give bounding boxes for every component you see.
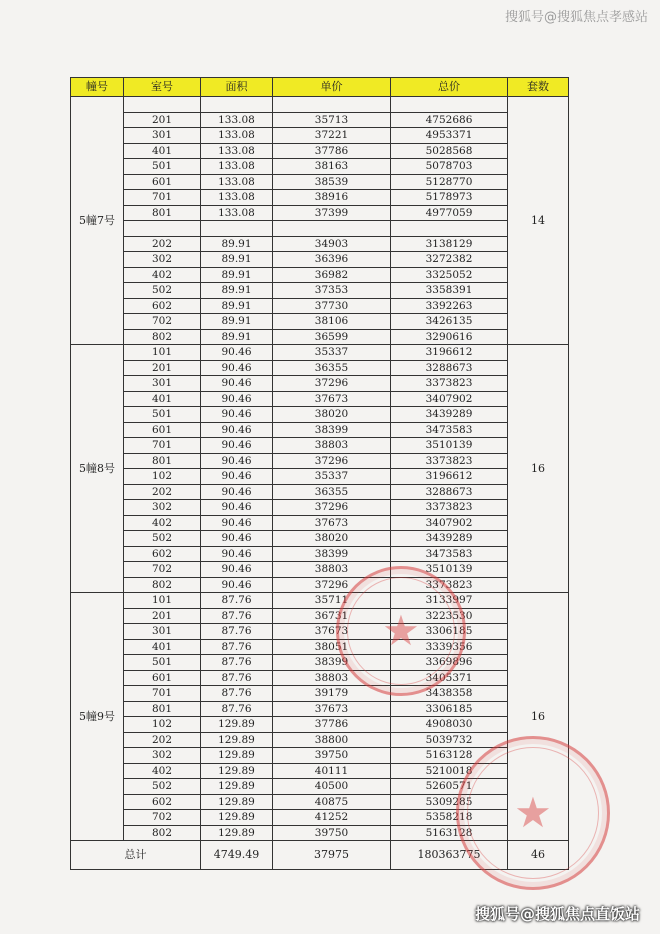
area-cell: 133.08 (201, 143, 273, 159)
unit-price-cell (273, 97, 391, 113)
area-cell: 90.46 (201, 469, 273, 485)
header-unit-price: 单价 (273, 78, 391, 97)
area-cell: 90.46 (201, 422, 273, 438)
unit-price-cell: 40875 (273, 794, 391, 810)
area-cell: 129.89 (201, 810, 273, 826)
total-price-cell: 4908030 (391, 717, 508, 733)
room-cell: 301 (124, 376, 201, 392)
area-cell: 89.91 (201, 283, 273, 299)
table-row (71, 422, 569, 438)
room-cell: 101 (124, 593, 201, 609)
table-row (71, 655, 569, 671)
area-cell: 129.89 (201, 717, 273, 733)
room-cell: 402 (124, 515, 201, 531)
total-unit-price: 37975 (273, 841, 391, 870)
room-cell: 401 (124, 143, 201, 159)
room-cell: 201 (124, 360, 201, 376)
table-row (71, 794, 569, 810)
total-price-cell: 3138129 (391, 236, 508, 252)
room-cell: 601 (124, 174, 201, 190)
area-cell: 89.91 (201, 252, 273, 268)
total-price-cell: 5163128 (391, 748, 508, 764)
unit-price-cell: 37221 (273, 128, 391, 144)
price-table (70, 77, 569, 870)
total-price-cell: 3288673 (391, 360, 508, 376)
room-cell: 202 (124, 484, 201, 500)
table-row (71, 670, 569, 686)
table-row (71, 500, 569, 516)
table-row (71, 717, 569, 733)
total-price-cell: 3392263 (391, 298, 508, 314)
area-cell: 129.89 (201, 748, 273, 764)
total-price-cell: 3407902 (391, 515, 508, 531)
room-cell: 701 (124, 438, 201, 454)
table-row (71, 345, 569, 361)
total-price-cell: 3290616 (391, 329, 508, 345)
table-row (71, 267, 569, 283)
unit-price-cell: 39750 (273, 748, 391, 764)
room-cell (124, 97, 201, 113)
room-cell: 201 (124, 608, 201, 624)
unit-price-cell: 36599 (273, 329, 391, 345)
header-count: 套数 (508, 78, 569, 97)
building-cell: 5幢9号 (71, 593, 124, 841)
area-cell: 89.91 (201, 314, 273, 330)
area-cell: 87.76 (201, 670, 273, 686)
table-row (71, 484, 569, 500)
area-cell: 87.76 (201, 593, 273, 609)
total-price-cell: 5078703 (391, 159, 508, 175)
header-building: 幢号 (71, 78, 124, 97)
unit-price-cell: 38916 (273, 190, 391, 206)
company-seal-stamp: ★ (456, 736, 610, 890)
total-price-cell: 3306185 (391, 624, 508, 640)
table-row (71, 360, 569, 376)
room-cell: 301 (124, 128, 201, 144)
area-cell: 87.76 (201, 639, 273, 655)
total-row (71, 841, 569, 870)
table-row (71, 608, 569, 624)
total-price-cell: 5028568 (391, 143, 508, 159)
unit-price-cell: 38800 (273, 732, 391, 748)
area-cell: 87.76 (201, 655, 273, 671)
total-label: 总计 (71, 841, 201, 870)
area-cell: 87.76 (201, 624, 273, 640)
total-price-cell: 3133997 (391, 593, 508, 609)
total-price-cell: 5358218 (391, 810, 508, 826)
room-cell: 502 (124, 283, 201, 299)
area-cell: 89.91 (201, 267, 273, 283)
header-area: 面积 (201, 78, 273, 97)
room-cell: 602 (124, 298, 201, 314)
room-cell: 102 (124, 469, 201, 485)
unit-price-cell: 38163 (273, 159, 391, 175)
unit-price-cell: 38539 (273, 174, 391, 190)
unit-price-cell: 38399 (273, 422, 391, 438)
unit-price-cell: 36355 (273, 484, 391, 500)
room-cell: 801 (124, 701, 201, 717)
area-cell: 90.46 (201, 360, 273, 376)
unit-price-cell: 37673 (273, 515, 391, 531)
area-cell: 90.46 (201, 345, 273, 361)
total-price-cell: 5128770 (391, 174, 508, 190)
header-room: 室号 (124, 78, 201, 97)
unit-price-cell: 35713 (273, 112, 391, 128)
unit-price-cell: 37673 (273, 391, 391, 407)
unit-price-cell: 37296 (273, 376, 391, 392)
room-cell: 602 (124, 794, 201, 810)
unit-price-cell: 38106 (273, 314, 391, 330)
area-cell: 90.46 (201, 531, 273, 547)
area-cell: 87.76 (201, 608, 273, 624)
area-cell: 90.46 (201, 438, 273, 454)
total-price-cell: 5260571 (391, 779, 508, 795)
table-row (71, 159, 569, 175)
total-price-cell: 3325052 (391, 267, 508, 283)
table-row (71, 469, 569, 485)
total-area: 4749.49 (201, 841, 273, 870)
unit-price-cell: 38020 (273, 407, 391, 423)
company-seal-stamp: ★ (336, 566, 466, 696)
room-cell: 302 (124, 252, 201, 268)
total-price-cell: 3373823 (391, 500, 508, 516)
total-price-cell: 3196612 (391, 345, 508, 361)
area-cell: 133.08 (201, 190, 273, 206)
unit-price-cell: 38399 (273, 655, 391, 671)
area-cell: 133.08 (201, 159, 273, 175)
total-price-cell: 3223530 (391, 608, 508, 624)
area-cell: 90.46 (201, 562, 273, 578)
table-row (71, 438, 569, 454)
unit-price-cell: 35337 (273, 469, 391, 485)
table-row (71, 407, 569, 423)
total-price-cell: 3438358 (391, 686, 508, 702)
area-cell: 90.46 (201, 515, 273, 531)
total-price-cell: 3439289 (391, 407, 508, 423)
table-row (71, 577, 569, 593)
area-cell: 90.46 (201, 453, 273, 469)
unit-price-cell: 37296 (273, 453, 391, 469)
area-cell: 89.91 (201, 329, 273, 345)
area-cell: 90.46 (201, 484, 273, 500)
area-cell: 129.89 (201, 779, 273, 795)
unit-price-cell: 36982 (273, 267, 391, 283)
table-row (71, 686, 569, 702)
unit-price-cell (273, 221, 391, 237)
unit-price-cell: 37399 (273, 205, 391, 221)
unit-price-cell: 37786 (273, 143, 391, 159)
watermark-bottom: 搜狐号@搜狐焦点直饭站 (474, 905, 640, 923)
unit-price-cell: 38051 (273, 639, 391, 655)
table-row (71, 143, 569, 159)
unit-price-cell: 37786 (273, 717, 391, 733)
table-row (71, 298, 569, 314)
total-price-cell: 3510139 (391, 562, 508, 578)
table-row (71, 112, 569, 128)
header-total-price: 总价 (391, 78, 508, 97)
header-row (71, 78, 569, 97)
count-cell: 14 (508, 97, 569, 345)
room-cell: 702 (124, 810, 201, 826)
building-cell: 5幢8号 (71, 345, 124, 593)
area-cell: 90.46 (201, 407, 273, 423)
room-cell: 402 (124, 267, 201, 283)
area-cell: 129.89 (201, 825, 273, 841)
total-price-cell: 3272382 (391, 252, 508, 268)
total-price-cell: 3196612 (391, 469, 508, 485)
area-cell: 90.46 (201, 577, 273, 593)
unit-price-cell: 37296 (273, 577, 391, 593)
total-price-cell: 3473583 (391, 422, 508, 438)
room-cell: 801 (124, 205, 201, 221)
total-price-cell (391, 221, 508, 237)
area-cell: 89.91 (201, 236, 273, 252)
table-row (71, 593, 569, 609)
room-cell: 701 (124, 190, 201, 206)
unit-price-cell: 38399 (273, 546, 391, 562)
total-price-cell: 4977059 (391, 205, 508, 221)
total-price-cell (391, 97, 508, 113)
table-row (71, 221, 569, 237)
unit-price-cell: 37673 (273, 701, 391, 717)
unit-price-cell: 38803 (273, 670, 391, 686)
total-price-cell: 5309285 (391, 794, 508, 810)
area-cell: 90.46 (201, 500, 273, 516)
room-cell: 602 (124, 546, 201, 562)
unit-price-cell: 40111 (273, 763, 391, 779)
table-row (71, 748, 569, 764)
table-row (71, 546, 569, 562)
table-row (71, 531, 569, 547)
total-price-cell: 3405371 (391, 670, 508, 686)
unit-price-cell: 37673 (273, 624, 391, 640)
room-cell: 802 (124, 329, 201, 345)
count-cell: 16 (508, 593, 569, 841)
room-cell: 401 (124, 639, 201, 655)
room-cell: 202 (124, 732, 201, 748)
total-price-cell: 3373823 (391, 376, 508, 392)
total-price-cell: 4752686 (391, 112, 508, 128)
total-price-cell: 4953371 (391, 128, 508, 144)
area-cell: 129.89 (201, 732, 273, 748)
table-row (71, 283, 569, 299)
area-cell: 90.46 (201, 391, 273, 407)
total-price-cell: 3369896 (391, 655, 508, 671)
total-price-cell: 3439289 (391, 531, 508, 547)
unit-price-cell: 39179 (273, 686, 391, 702)
area-cell: 133.08 (201, 174, 273, 190)
table-row (71, 701, 569, 717)
table-row (71, 562, 569, 578)
total-price-cell: 3373823 (391, 577, 508, 593)
room-cell: 501 (124, 655, 201, 671)
room-cell: 501 (124, 159, 201, 175)
room-cell: 802 (124, 577, 201, 593)
unit-price-cell: 37353 (273, 283, 391, 299)
area-cell: 133.08 (201, 128, 273, 144)
table-row (71, 810, 569, 826)
area-cell: 129.89 (201, 794, 273, 810)
total-price-cell: 3339356 (391, 639, 508, 655)
unit-price-cell: 37730 (273, 298, 391, 314)
unit-price-cell: 36731 (273, 608, 391, 624)
table-row (71, 97, 569, 113)
total-price-cell: 3510139 (391, 438, 508, 454)
area-cell: 87.76 (201, 686, 273, 702)
room-cell: 702 (124, 314, 201, 330)
total-price-cell: 3373823 (391, 453, 508, 469)
table-row (71, 128, 569, 144)
table-row (71, 314, 569, 330)
room-cell: 301 (124, 624, 201, 640)
total-price-cell: 3306185 (391, 701, 508, 717)
building-cell: 5幢7号 (71, 97, 124, 345)
room-cell: 102 (124, 717, 201, 733)
total-price-cell: 5178973 (391, 190, 508, 206)
area-cell: 133.08 (201, 205, 273, 221)
area-cell (201, 221, 273, 237)
total-price-cell: 3473583 (391, 546, 508, 562)
table-row (71, 174, 569, 190)
watermark-top: 搜狐号@搜狐焦点孝感站 (504, 10, 648, 25)
total-price: 180363775 (391, 841, 508, 870)
room-cell: 801 (124, 453, 201, 469)
room-cell: 402 (124, 763, 201, 779)
unit-price-cell: 34903 (273, 236, 391, 252)
table-row (71, 825, 569, 841)
table-row (71, 639, 569, 655)
table-row (71, 515, 569, 531)
unit-price-cell: 41252 (273, 810, 391, 826)
unit-price-cell: 35337 (273, 345, 391, 361)
table-row (71, 376, 569, 392)
table-row (71, 779, 569, 795)
area-cell: 133.08 (201, 112, 273, 128)
unit-price-cell: 36396 (273, 252, 391, 268)
room-cell: 802 (124, 825, 201, 841)
total-price-cell: 5039732 (391, 732, 508, 748)
unit-price-cell: 38020 (273, 531, 391, 547)
unit-price-cell: 35711 (273, 593, 391, 609)
unit-price-cell: 40500 (273, 779, 391, 795)
table-row (71, 391, 569, 407)
area-cell: 90.46 (201, 546, 273, 562)
room-cell: 702 (124, 562, 201, 578)
room-cell: 302 (124, 748, 201, 764)
unit-price-cell: 38803 (273, 562, 391, 578)
room-cell: 701 (124, 686, 201, 702)
room-cell (124, 221, 201, 237)
table-row (71, 190, 569, 206)
area-cell (201, 97, 273, 113)
room-cell: 502 (124, 779, 201, 795)
room-cell: 601 (124, 422, 201, 438)
unit-price-cell: 39750 (273, 825, 391, 841)
count-cell: 16 (508, 345, 569, 593)
room-cell: 501 (124, 407, 201, 423)
room-cell: 502 (124, 531, 201, 547)
room-cell: 101 (124, 345, 201, 361)
table-row (71, 236, 569, 252)
table-row (71, 329, 569, 345)
unit-price-cell: 37296 (273, 500, 391, 516)
room-cell: 202 (124, 236, 201, 252)
area-cell: 129.89 (201, 763, 273, 779)
total-price-cell: 3288673 (391, 484, 508, 500)
table-row (71, 763, 569, 779)
table-body (71, 97, 569, 841)
area-cell: 90.46 (201, 376, 273, 392)
room-cell: 401 (124, 391, 201, 407)
total-count: 46 (508, 841, 569, 870)
room-cell: 302 (124, 500, 201, 516)
unit-price-cell: 38803 (273, 438, 391, 454)
table-row (71, 732, 569, 748)
table-row (71, 205, 569, 221)
room-cell: 601 (124, 670, 201, 686)
total-price-cell: 3426135 (391, 314, 508, 330)
area-cell: 87.76 (201, 701, 273, 717)
table-row (71, 252, 569, 268)
room-cell: 201 (124, 112, 201, 128)
table-row (71, 453, 569, 469)
total-price-cell: 5210018 (391, 763, 508, 779)
total-price-cell: 5163128 (391, 825, 508, 841)
total-price-cell: 3358391 (391, 283, 508, 299)
table-row (71, 624, 569, 640)
area-cell: 89.91 (201, 298, 273, 314)
total-price-cell: 3407902 (391, 391, 508, 407)
unit-price-cell: 36355 (273, 360, 391, 376)
